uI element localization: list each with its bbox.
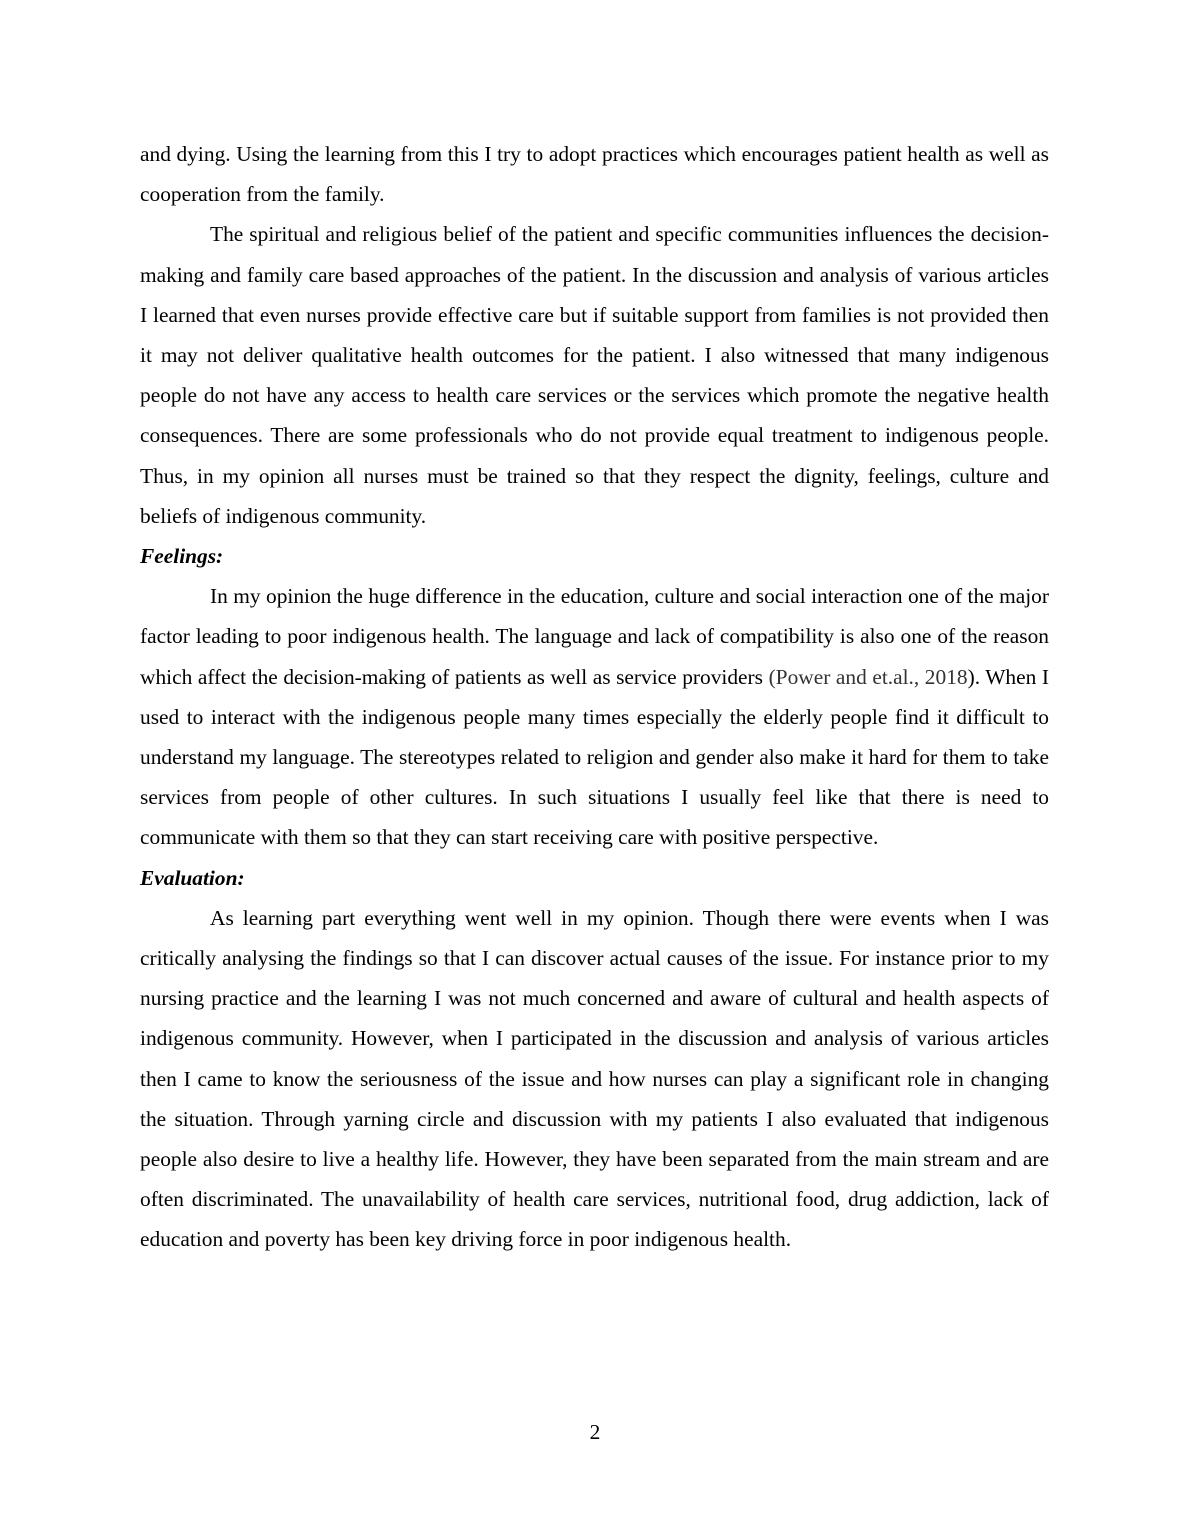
paragraph-spiritual-beliefs: The spiritual and religious belief of the patient and specific communities influences the decision-making and family care based approaches of the patient. In the discussion and analysis of various articles I learned that even nurses provide effective care but if suitable support from families is not provided then it may not deliver qualitative health outcomes for the patient. I also witnessed that many indigenous people do not have any access to health care services or the services which promote the negative health consequences. There are some professionals who do not provide equal treatment to indigenous people. Thus, in my opinion all nurses must be trained so that they respect the dignity, feelings, culture and beliefs of indigenous community. xyxy=(140,222,1049,528)
paragraph-evaluation: As learning part everything went well in my opinion. Though there were events when I was critically analysing the findings so that I can discover actual causes of the issue. For instance prior to my nursing practice and the learning I was not much concerned and aware of cultural and health aspects of indigenous community. However, when I participated in the discussion and analysis of various articles then I came to know the seriousness of the issue and how nurses can play a significant role in changing the situation. Through yarning circle and discussion with my patients I also evaluated that indigenous people also desire to live a healthy life. However, they have been separated from the main stream and are often discriminated. The unavailability of health care services, nutritional food, drug addiction, lack of education and poverty has been key driving force in poor indigenous health. xyxy=(140,905,1049,1252)
paragraph-feelings xyxy=(140,576,1049,857)
paragraph-continued: and dying. Using the learning from this I try to adopt practices which encourages patient health as well as cooperation from the family. xyxy=(140,142,1049,207)
heading-evaluation: Evaluation: xyxy=(140,865,245,890)
feelings-text-part-2: ). When I used to interact with the indigenous people many times especially the elderly people find it difficult to understand my language. The stereotypes related to religion and gender also make it hard for them to take services from people of other cultures. In such situations I usually feel like that there is need to communicate with them so that they can start receiving care with positive perspective. xyxy=(140,664,1049,850)
document-body xyxy=(140,134,1049,1260)
heading-feelings: Feelings: xyxy=(140,544,224,569)
citation: (Power and et.al., 2018 xyxy=(768,664,968,689)
feelings-text-part-1: In my opinion the huge difference in the education, culture and social interaction one of the major factor leading to poor indigenous health. The language and lack of compatibility is also one of the reason which affect the decision-making of patients as well as service providers xyxy=(140,584,1049,689)
page-number: 2 xyxy=(589,1420,601,1444)
